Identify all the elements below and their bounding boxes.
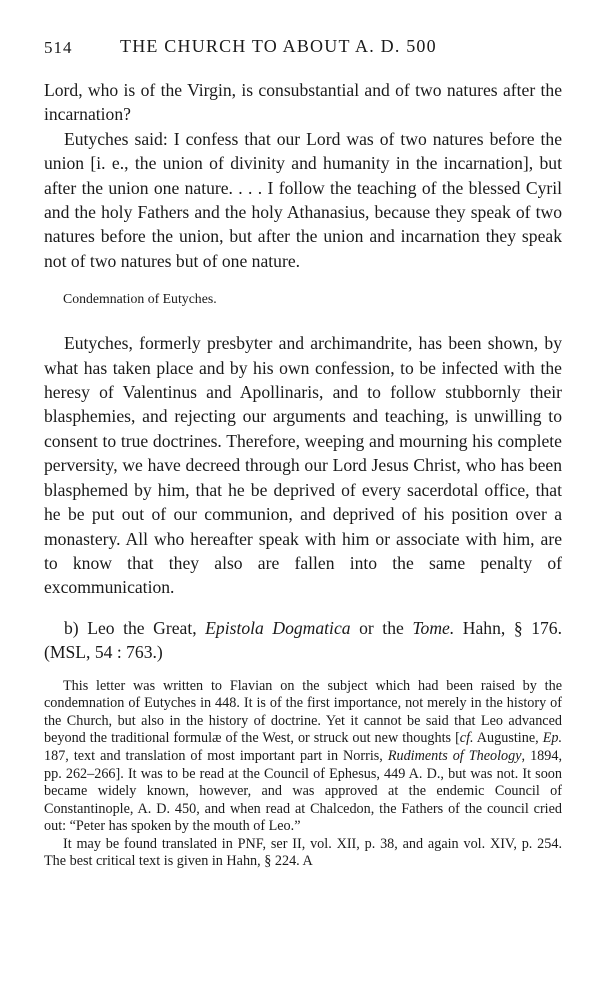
sp-rudiments: Rudiments of Theology [387,747,522,764]
page-number: 514 [44,38,73,57]
paragraph-eutyches-said: Eutyches said: I confess that our Lord was of two natures before the union [i. e., the union of divinity and humanity in the incarnation], but after the union one nature. . . . I follow the teaching of the blessed Cyril and the holy Fathers and the holy Athanasius, because they speak of two natures before the union, but after the union and incarnation they speak not of two natures but of one nature. [44,128,562,271]
sp-text-a: This letter was written to Flavian on the subject which had been raised by the condemnation of Eutyches in 448. It is of the first importance, not merely in the history of the Church, but also in the history of doctrine. Yet it cannot be said that Leo advanced beyond the traditional formulæ of the West, or struck out new thoughts [ [44,677,562,747]
running-title: THE CHURCH TO ABOUT A. D. 500 [120,36,437,56]
leo-or: or the [359,617,404,638]
paragraph-condemnation: Eutyches, formerly presbyter and archimandrite, has been shown, by what has taken place and by his own confession, to be infected with the heresy of Valentinus and Apollinaris, and to follow stubbornly their blasphemies, and rejecting our arguments and teaching, is unwilling to consent to true doctrines. Therefore, weeping and mourning his complete perversity, we have decreed through our Lord Jesus Christ, who has been blasphemed by him, that he be deprived of every sacerdotal office, that he be put out of our communion, and deprived of his position over a monastery. All who hereafter speak with him or associate with him, are to know that they also are fallen into the same penalty of excommunication. [44,333,562,598]
sp-text-b: Augustine, [473,730,543,747]
sp-cf: cf. [459,730,474,747]
sp-text-c: 187, text and translation of most important part in Norris, [44,747,388,764]
sp-ep: Ep. [542,730,562,747]
running-head [44,34,562,64]
sp-text-d: , 1894, pp. 262–266]. It was to be read at the Council of Ephesus, 449 A. D., but was not. It soon became widely known, however, and was approved at the endemic Council of Constantinople, A. D. 450, and when read at Chalcedon, the Fathers of the council cried out: “Peter has spoken by the mouth of Leo.” [44,747,563,835]
book-page [44,34,562,871]
smallprint-translations: It may be found translated in PNF, ser II, vol. XII, p. 38, and again vol. XIV, p. 254. The best critical text is given in Hahn, § 224. A [44,835,562,870]
leo-title-tome: Tome. [412,617,455,638]
section-heading-condemnation: Condemnation of Eutyches. [63,291,217,307]
paragraph-question: Lord, who is of the Virgin, is consubstantial and of two natures after the incarnation? [44,80,562,125]
leo-label: b) Leo the Great, [64,617,197,638]
smallprint-introduction [44,678,562,836]
leo-title-epistola: Epistola Dogmatica [205,617,351,638]
section-heading-leo [44,616,562,665]
leo-reference: Hahn, § 176. (MSL, 54 : 763.) [44,617,562,663]
